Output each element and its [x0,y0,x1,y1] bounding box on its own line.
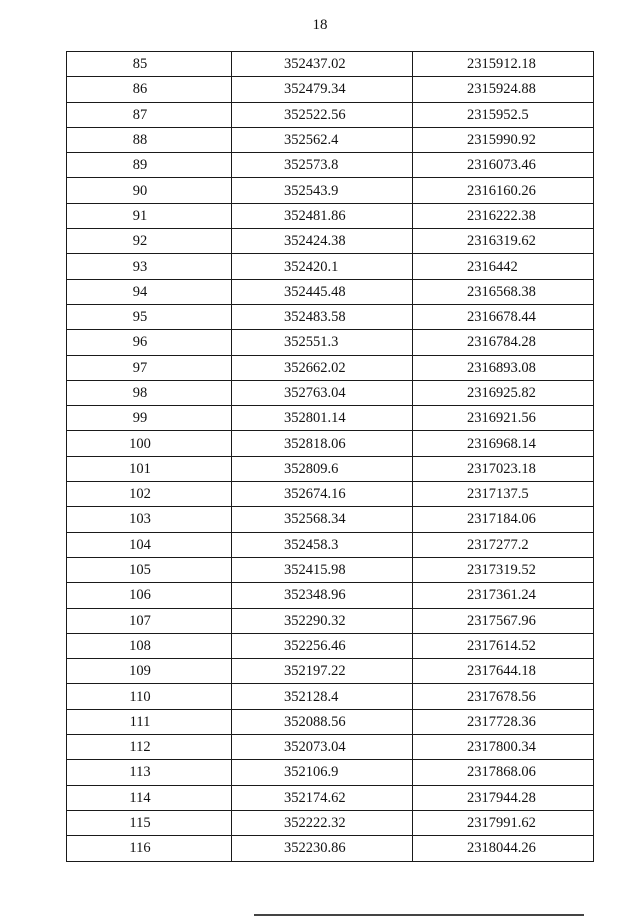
table-row [67,102,594,127]
y-coordinate-cell: 2316073.46 [413,153,594,178]
x-coordinate-cell: 352424.38 [232,229,413,254]
table-row [67,507,594,532]
x-coordinate-cell: 352483.58 [232,304,413,329]
y-coordinate-cell: 2317277.2 [413,532,594,557]
table-row [67,127,594,152]
point-number-cell: 101 [67,456,232,481]
y-coordinate-cell: 2316442 [413,254,594,279]
x-coordinate-cell: 352420.1 [232,254,413,279]
table-row [67,482,594,507]
point-number-cell: 111 [67,709,232,734]
x-coordinate-cell: 352128.4 [232,684,413,709]
x-coordinate-cell: 352256.46 [232,633,413,658]
x-coordinate-cell: 352522.56 [232,102,413,127]
x-coordinate-cell: 352763.04 [232,380,413,405]
point-number-cell: 102 [67,482,232,507]
point-number-cell: 90 [67,178,232,203]
point-number-cell: 116 [67,836,232,861]
table-row [67,304,594,329]
point-number-cell: 91 [67,203,232,228]
y-coordinate-cell: 2317644.18 [413,659,594,684]
y-coordinate-cell: 2315924.88 [413,77,594,102]
y-coordinate-cell: 2316921.56 [413,406,594,431]
x-coordinate-cell: 352662.02 [232,355,413,380]
table-row [67,709,594,734]
point-number-cell: 89 [67,153,232,178]
point-number-cell: 114 [67,785,232,810]
x-coordinate-cell: 352348.96 [232,583,413,608]
y-coordinate-cell: 2317678.56 [413,684,594,709]
table-row [67,279,594,304]
y-coordinate-cell: 2316893.08 [413,355,594,380]
y-coordinate-cell: 2316568.38 [413,279,594,304]
point-number-cell: 94 [67,279,232,304]
table-row [67,760,594,785]
x-coordinate-cell: 352073.04 [232,735,413,760]
point-number-cell: 92 [67,229,232,254]
y-coordinate-cell: 2317991.62 [413,810,594,835]
point-number-cell: 98 [67,380,232,405]
page-bottom-rule [254,914,584,916]
x-coordinate-cell: 352197.22 [232,659,413,684]
y-coordinate-cell: 2317319.52 [413,557,594,582]
table-row [67,406,594,431]
x-coordinate-cell: 352818.06 [232,431,413,456]
table-row [67,785,594,810]
y-coordinate-cell: 2317567.96 [413,608,594,633]
y-coordinate-cell: 2317361.24 [413,583,594,608]
y-coordinate-cell: 2317800.34 [413,735,594,760]
point-number-cell: 109 [67,659,232,684]
x-coordinate-cell: 352415.98 [232,557,413,582]
point-number-cell: 106 [67,583,232,608]
point-number-cell: 96 [67,330,232,355]
point-number-cell: 115 [67,810,232,835]
point-number-cell: 103 [67,507,232,532]
point-number-cell: 97 [67,355,232,380]
table-row [67,608,594,633]
x-coordinate-cell: 352543.9 [232,178,413,203]
table-row [67,532,594,557]
page-number: 18 [312,17,328,33]
y-coordinate-cell: 2317868.06 [413,760,594,785]
point-number-cell: 88 [67,127,232,152]
y-coordinate-cell: 2317023.18 [413,456,594,481]
x-coordinate-cell: 352290.32 [232,608,413,633]
table-row [67,456,594,481]
coordinate-table-body [67,52,594,862]
x-coordinate-cell: 352174.62 [232,785,413,810]
table-row [67,330,594,355]
y-coordinate-cell: 2316784.28 [413,330,594,355]
y-coordinate-cell: 2317137.5 [413,482,594,507]
y-coordinate-cell: 2315990.92 [413,127,594,152]
point-number-cell: 108 [67,633,232,658]
table-row [67,735,594,760]
x-coordinate-cell: 352222.32 [232,810,413,835]
point-number-cell: 85 [67,52,232,77]
point-number-cell: 112 [67,735,232,760]
x-coordinate-cell: 352674.16 [232,482,413,507]
y-coordinate-cell: 2317614.52 [413,633,594,658]
y-coordinate-cell: 2316925.82 [413,380,594,405]
table-row [67,557,594,582]
table-row [67,178,594,203]
point-number-cell: 104 [67,532,232,557]
point-number-cell: 100 [67,431,232,456]
x-coordinate-cell: 352562.4 [232,127,413,152]
table-row [67,431,594,456]
y-coordinate-cell: 2318044.26 [413,836,594,861]
point-number-cell: 93 [67,254,232,279]
x-coordinate-cell: 352551.3 [232,330,413,355]
x-coordinate-cell: 352479.34 [232,77,413,102]
table-row [67,380,594,405]
table-row [67,684,594,709]
y-coordinate-cell: 2315912.18 [413,52,594,77]
coordinate-table [66,51,594,862]
y-coordinate-cell: 2316160.26 [413,178,594,203]
x-coordinate-cell: 352481.86 [232,203,413,228]
table-row [67,52,594,77]
table-row [67,836,594,861]
point-number-cell: 110 [67,684,232,709]
table-row [67,77,594,102]
y-coordinate-cell: 2317184.06 [413,507,594,532]
x-coordinate-cell: 352809.6 [232,456,413,481]
table-row [67,633,594,658]
y-coordinate-cell: 2317728.36 [413,709,594,734]
table-row [67,203,594,228]
y-coordinate-cell: 2315952.5 [413,102,594,127]
point-number-cell: 95 [67,304,232,329]
point-number-cell: 87 [67,102,232,127]
x-coordinate-cell: 352106.9 [232,760,413,785]
x-coordinate-cell: 352801.14 [232,406,413,431]
y-coordinate-cell: 2316678.44 [413,304,594,329]
table-row [67,229,594,254]
x-coordinate-cell: 352445.48 [232,279,413,304]
table-row [67,583,594,608]
y-coordinate-cell: 2316222.38 [413,203,594,228]
table-row [67,153,594,178]
table-row [67,810,594,835]
point-number-cell: 86 [67,77,232,102]
x-coordinate-cell: 352437.02 [232,52,413,77]
table-row [67,254,594,279]
y-coordinate-cell: 2317944.28 [413,785,594,810]
x-coordinate-cell: 352088.56 [232,709,413,734]
table-row [67,659,594,684]
x-coordinate-cell: 352230.86 [232,836,413,861]
x-coordinate-cell: 352458.3 [232,532,413,557]
x-coordinate-cell: 352573.8 [232,153,413,178]
y-coordinate-cell: 2316968.14 [413,431,594,456]
y-coordinate-cell: 2316319.62 [413,229,594,254]
point-number-cell: 107 [67,608,232,633]
x-coordinate-cell: 352568.34 [232,507,413,532]
point-number-cell: 99 [67,406,232,431]
table-row [67,355,594,380]
point-number-cell: 105 [67,557,232,582]
point-number-cell: 113 [67,760,232,785]
